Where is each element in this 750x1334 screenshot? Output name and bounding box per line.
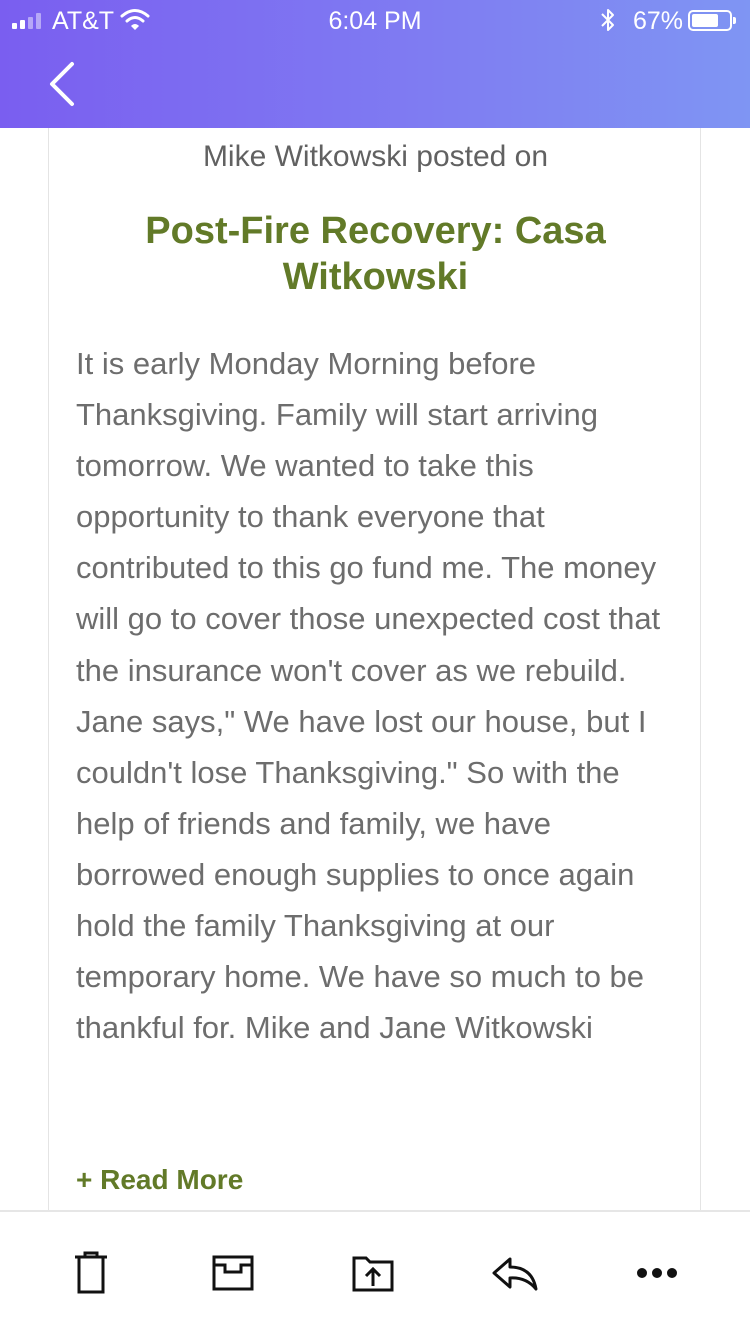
status-bar	[0, 0, 750, 40]
move-button[interactable]	[343, 1248, 403, 1298]
move-to-folder-icon	[350, 1252, 396, 1294]
archive-icon	[210, 1253, 256, 1293]
battery-icon	[688, 10, 732, 31]
reply-button[interactable]	[485, 1248, 545, 1298]
battery-percent: 67%	[633, 7, 684, 35]
more-button[interactable]	[627, 1248, 687, 1298]
post-title: Post-Fire Recovery: Casa Witkowski	[145, 210, 606, 298]
clock: 6:04 PM	[328, 7, 422, 35]
post-card	[48, 128, 701, 1210]
post-body: It is early Monday Morning before Thanksgiving. Family will start arriving tomorrow. We wanted to take this opportunity to thank everyone that contributed to this go fund me. The money will go to cover those unexpected cost that the insurance won't cover as we rebuild. Jane says," We have lost our house, but I couldn't lose Thanksgiving." So with the help of friends and family, we have borrowed enough supplies to once again hold the family Thanksgiving at our temporary home. We have so much to be thankful for. Mike and Jane Witkowski	[76, 346, 661, 1046]
delete-button[interactable]	[61, 1248, 121, 1298]
app-header	[0, 0, 750, 128]
more-icon	[634, 1267, 680, 1279]
reply-icon	[490, 1253, 540, 1293]
trash-icon	[71, 1251, 111, 1295]
post-byline: Mike Witkowski posted on	[202, 140, 549, 173]
bottom-toolbar	[0, 1210, 750, 1334]
back-button[interactable]	[44, 60, 84, 110]
carrier-label: AT&T	[52, 7, 115, 35]
bluetooth-icon	[600, 7, 616, 40]
archive-button[interactable]	[203, 1248, 263, 1298]
chevron-left-icon	[44, 60, 84, 110]
read-more-link[interactable]: + Read More	[76, 1164, 244, 1195]
